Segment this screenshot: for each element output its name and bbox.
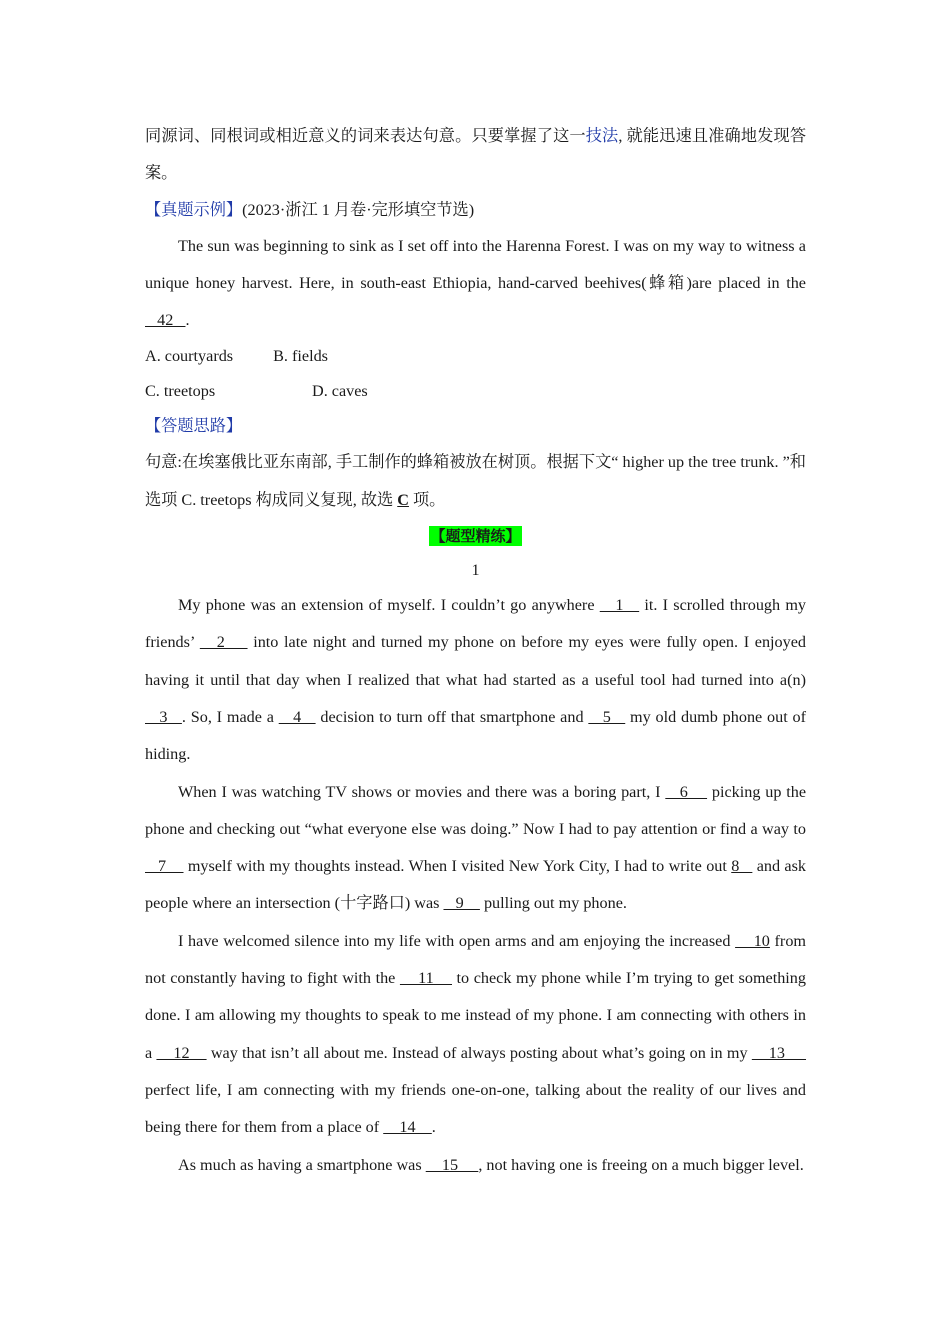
- paragraph-text: into late night and turned my phone on before my eyes were fully open. I enjoyed having it until that day when I realized that what had started as a useful tool had turned into a(n): [145, 633, 807, 689]
- practice-paragraph-1: [145, 587, 806, 773]
- paragraph-text: myself with my thoughts instead. When I visited New York City, I had to write out: [183, 857, 732, 876]
- example-heading-line: [145, 193, 806, 228]
- example-heading: 【真题示例】: [145, 200, 243, 219]
- paragraph-text: perfect life, I am connecting with my friends one-on-one, talking about the reality of our lives and being there for them from a place of: [145, 1080, 806, 1137]
- blank-5: 5: [588, 707, 626, 726]
- intro-text-2: , 就能迅速且准确地发现答案。: [145, 127, 807, 183]
- practice-paragraph-2: [145, 774, 806, 923]
- intro-paragraph: [145, 118, 806, 193]
- example-passage-text-a: The sun was beginning to sink as I set off into the Harenna Forest. I was on my way to witness a unique honey harvest. Here, in south-east Ethiopia, hand-carved beehives(蜂箱)are placed in the: [145, 236, 806, 292]
- practice-title-line: [145, 520, 806, 553]
- blank-12: 12: [156, 1043, 207, 1062]
- blank-6: 6: [665, 782, 708, 801]
- intro-link-technique[interactable]: 技法: [585, 127, 619, 145]
- paragraph-text: picking up the phone and checking out “what everyone else was doing.” Now I had to pay attention or find a way to: [145, 782, 806, 838]
- example-blank-42: 42: [145, 311, 186, 330]
- analysis-paragraph: [145, 444, 806, 519]
- example-options-row-1: [145, 339, 806, 374]
- blank-9: 9: [443, 894, 480, 913]
- blank-15: 15: [425, 1155, 479, 1174]
- analysis-text-a: 句意:在埃塞俄比亚东南部, 手工制作的蜂箱被放在树顶。根据下文“ higher up the tree trunk. ”和选项 C. treetops 构成同义复现, 故选: [145, 453, 806, 509]
- paragraph-text: way that isn’t all about me. Instead of always posting about what’s going on in my: [206, 1043, 752, 1062]
- paragraph-text: , not having one is freeing on a much bigger level.: [478, 1155, 804, 1174]
- blank-4: 4: [278, 707, 316, 726]
- option-c: C. treetops: [145, 382, 216, 401]
- paragraph-text: my old dumb phone out of hiding.: [145, 707, 806, 764]
- paragraph-text: to check my phone while I’m trying to get something done. I am allowing my thoughts to speak to me instead of my phone. I am connecting with others in a: [145, 969, 806, 1062]
- practice-paragraph-4: [145, 1147, 806, 1184]
- paragraph-text: . So, I made a: [181, 707, 279, 726]
- blank-11: 11: [399, 969, 452, 988]
- blank-2: 2: [199, 633, 248, 652]
- option-b: B. fields: [273, 347, 328, 366]
- blank-7: 7: [145, 857, 184, 876]
- paragraph-text: As much as having a smartphone was: [178, 1155, 426, 1174]
- practice-title: 【题型精练】: [430, 527, 521, 546]
- paragraph-text: I have welcomed silence into my life with open arms and am enjoying the increased: [178, 931, 736, 950]
- analysis-heading-line: [145, 409, 806, 444]
- option-d: D. caves: [312, 382, 368, 401]
- analysis-text-b: 项。: [408, 490, 446, 509]
- practice-paragraph-3: [145, 923, 806, 1147]
- paragraph-text: .: [431, 1118, 436, 1137]
- paragraph-text: pulling out my phone.: [479, 894, 627, 913]
- blank-13: 13: [751, 1043, 807, 1062]
- blank-8: 8: [731, 857, 753, 876]
- paragraph-text: When I was watching TV shows or movies and there was a boring part, I: [178, 782, 666, 801]
- blank-14: 14: [383, 1118, 432, 1137]
- example-options-row-2: [145, 374, 806, 409]
- paragraph-text: and ask people where an intersection (十字路口) was: [145, 857, 806, 913]
- example-passage-text-b: .: [185, 311, 190, 330]
- practice-number: 1: [471, 561, 480, 580]
- option-a: A. courtyards: [145, 347, 234, 366]
- analysis-answer: C: [397, 490, 409, 509]
- blank-1: 1: [599, 596, 640, 615]
- paragraph-text: My phone was an extension of myself. I couldn’t go anywhere: [178, 596, 600, 615]
- intro-text-1: 同源词、同根词或相近意义的词来表达句意。只要掌握了这一: [145, 127, 586, 145]
- blank-3: 3: [145, 707, 182, 726]
- paragraph-text: decision to turn off that smartphone and: [315, 707, 589, 726]
- paragraph-text: it. I scrolled through my friends’: [145, 596, 807, 652]
- example-source: (2023·浙江 1 月卷·完形填空节选): [242, 200, 475, 219]
- analysis-heading: 【答题思路】: [145, 417, 243, 436]
- blank-10: 10: [735, 931, 770, 950]
- paragraph-text: from not constantly having to fight with the: [145, 931, 807, 988]
- document-page: [145, 118, 806, 1184]
- example-passage: [145, 228, 806, 340]
